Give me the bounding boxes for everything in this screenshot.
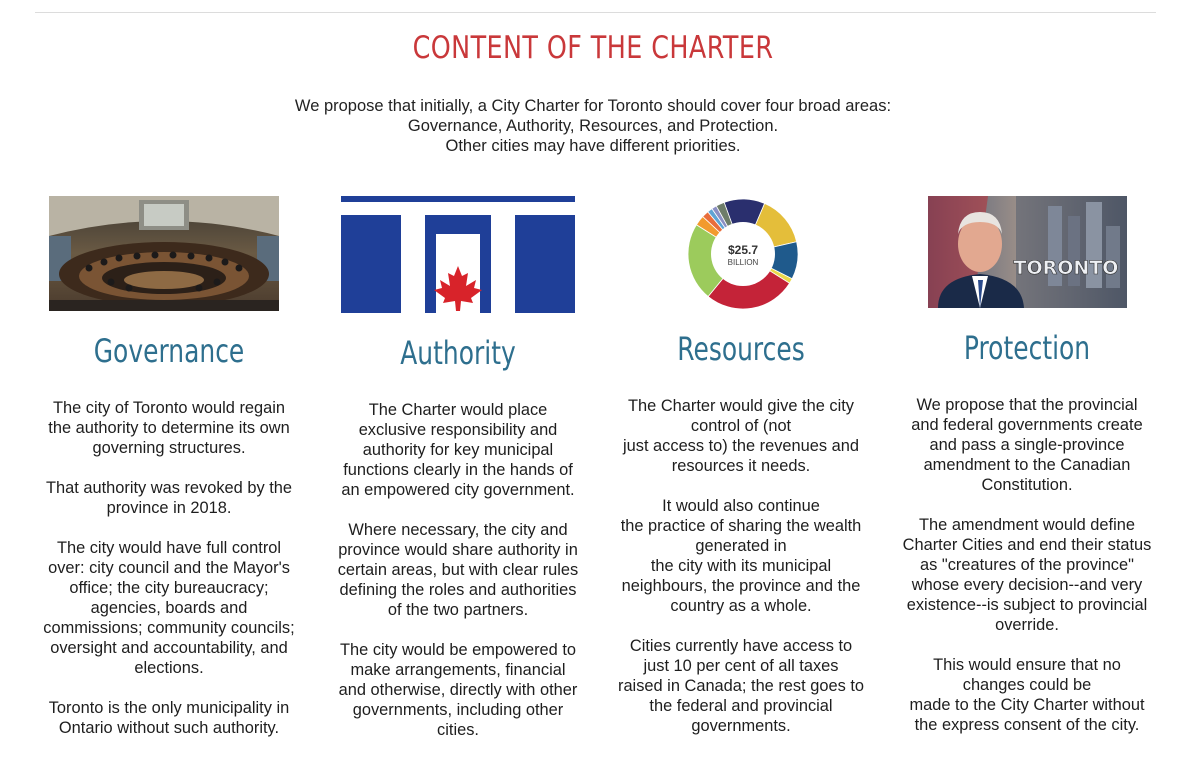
text-line: Toronto is the only municipality in [48,699,290,717]
text-line: make arrangements, financial [350,661,566,679]
intro-line: We propose that initially, a City Charter for Toronto should cover four broad areas: [294,97,892,115]
toronto-flag-image [341,196,575,313]
protection-heading: Protection [963,329,1091,367]
text-line: Ontario without such authority. [58,719,280,737]
text-line: The Charter would place [368,401,548,419]
text-line: governments, including other [352,701,564,719]
text-line: The Charter would give the city [628,397,854,415]
authority-heading: Authority [400,334,516,372]
text-line [30,518,308,538]
authority-text [319,400,597,740]
toronto-lettering: TORONTO [1013,257,1119,279]
premier-toronto-image [928,196,1127,308]
text-line: governing structures. [92,439,246,457]
page-title: CONTENT OF THE CHARTER [412,30,774,66]
column-governance [30,0,308,771]
text-line: an empowered city government. [341,481,575,499]
text-line: and federal governments create [911,416,1143,434]
text-line [30,458,308,478]
intro-line: Governance, Authority, Resources, and Protection. [407,117,779,135]
governance-heading: Governance [93,332,245,370]
text-line: Constitution. [981,476,1073,494]
resources-text [603,396,879,736]
resources-heading: Resources [677,330,805,368]
text-line: This would ensure that no [933,656,1121,674]
text-line: certain areas, but with clear rules [337,561,579,579]
text-line: cities. [437,721,479,739]
text-line: made to the City Charter without [909,696,1145,714]
text-line [319,500,597,520]
text-line [319,620,597,640]
text-line: of the two partners. [387,601,529,619]
text-line: existence--is subject to provincial [906,596,1148,614]
council-chamber-image [49,196,279,311]
text-line: governments. [691,717,791,735]
text-line: Charter Cities and end their status [902,536,1152,554]
text-line: country as a whole. [670,597,812,615]
text-line: whose every decision--and very [911,576,1143,594]
governance-text [30,398,308,738]
text-line: commissions; community councils; [43,619,295,637]
text-line [889,495,1165,515]
text-line: generated in [695,537,787,555]
text-line: exclusive responsibility and [358,421,558,439]
column-resources [603,0,879,771]
text-line: The amendment would define [919,516,1135,534]
text-line: resources it needs. [671,457,811,475]
text-line [603,476,879,496]
column-authority [319,0,597,771]
text-line [889,635,1165,655]
text-line: agencies, boards and [90,599,248,617]
text-line: the city with its municipal [650,557,832,575]
text-line: as "creatures of the province" [920,556,1134,574]
text-line: functions clearly in the hands of [343,461,573,479]
donut-unit: BILLION [727,258,759,267]
text-line: authority for key municipal [362,441,554,459]
text-line: just access to) the revenues and [623,437,859,455]
text-line [603,616,879,636]
text-line: oversight and accountability, and [50,639,288,657]
text-line: control of (not [690,417,792,435]
text-line: The city of Toronto would regain [52,399,286,417]
text-line: The city would have full control [56,539,282,557]
text-line: office; the city bureaucracy; [69,579,269,597]
budget-donut-chart [687,198,799,310]
text-line: the authority to determine its own [48,419,290,437]
text-line: Cities currently have access to [629,637,853,655]
text-line: just 10 per cent of all taxes [643,657,839,675]
text-line: and pass a single-province [929,436,1125,454]
text-line: It would also continue [662,497,820,515]
text-line: and otherwise, directly with other [338,681,578,699]
text-line: That authority was revoked by the [46,479,292,497]
text-line: raised in Canada; the rest goes to [617,677,864,695]
text-line: neighbours, the province and the [621,577,861,595]
text-line: the practice of sharing the wealth [620,517,862,535]
text-line: the express consent of the city. [914,716,1140,734]
text-line: Where necessary, the city and [348,521,568,539]
text-line: over: city council and the Mayor's [48,559,290,577]
text-line: amendment to the Canadian [923,456,1131,474]
text-line: The city would be empowered to [340,641,576,659]
text-line: defining the roles and authorities [339,581,577,599]
text-line: elections. [134,659,204,677]
text-line: province in 2018. [106,499,232,517]
text-line: the federal and provincial [649,697,833,715]
text-line [30,678,308,698]
donut-amount: $25.7 [727,243,759,257]
text-line: province would share authority in [338,541,578,559]
intro-line: Other cities may have different priorities. [445,137,741,155]
text-line: override. [995,616,1059,634]
text-line: changes could be [962,676,1092,694]
protection-text [889,395,1165,735]
column-protection [889,0,1165,771]
text-line: We propose that the provincial [916,396,1138,414]
